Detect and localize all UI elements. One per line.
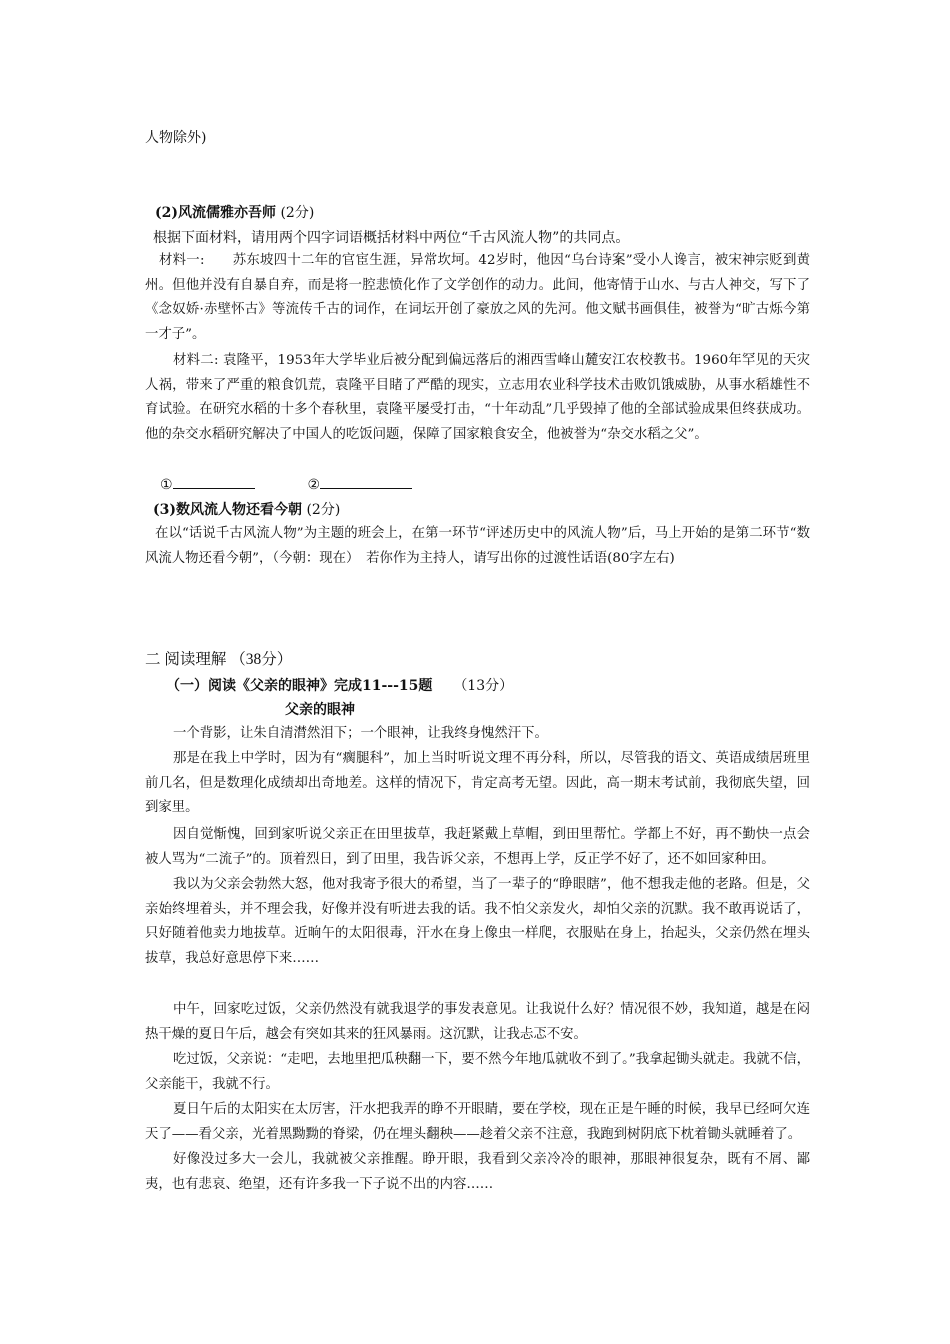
sub-heading: （一）阅读《父亲的眼神》完成11---15题 [166, 678, 433, 694]
article-paragraph: 我以为父亲会勃然大怒，他对我寄予很大的希望，当了一辈子的“睁眼瞎”，他不想我走他的老路。但是，父亲始终埋着头，并不理会我，好像并没有听进去我的话。我不怕父亲发火，却怕父亲的沉默。我不敢再说话了，只好随着他卖力地拔草。近晌午的太阳很毒，汗水在身上像虫一样爬，衣服贴在身上，抬起头，父亲仍然在埋头拔草，我总好意思停下来…… [145, 877, 810, 966]
q3-score: (2分) [306, 502, 341, 518]
blank1-label: ① [160, 477, 173, 493]
section2-sub [166, 674, 831, 698]
top-fragment: 人物除外) [145, 130, 207, 146]
q2-title: (2)风流儒雅亦吾师 [155, 205, 276, 221]
q2-instruction: 根据下面材料，请用两个四字词语概括材料中两位“千古风流人物”的共同点。 [153, 230, 630, 246]
material1-label: 材料一: [159, 253, 205, 268]
q2-material1 [145, 249, 810, 347]
article-paragraph: 一个背影，让朱自清潸然泪下；一个眼神，让我终身愧然汗下。 [173, 726, 548, 741]
article-paragraph: 夏日午后的太阳实在太厉害，汗水把我弄的睁不开眼睛，要在学校，现在正是午睡的时候，我早已经呵欠连天了——看父亲，光着黑黝黝的脊梁，仍在埋头翻秧——趁着父亲不注意，我跑到树阴底下枕着锄头就睡着了。 [145, 1102, 810, 1142]
article-paragraph: 吃过饭，父亲说：“走吧，去地里把瓜秧翻一下，要不然今年地瓜就收不到了。”我拿起锄头就走。我就不信，父亲能干，我就不行。 [145, 1052, 810, 1092]
q2-heading [155, 201, 820, 225]
answer-blank-1[interactable] [173, 474, 255, 489]
q2-answer-blanks [160, 473, 825, 497]
answer-blank-2[interactable] [320, 474, 412, 489]
q2-score: (2分) [280, 205, 315, 221]
q3-text: 在以“话说千古风流人物”为主题的班会上，在第一环节“评述历史中的风流人物”后，马上开始的是第二环节“数风流人物还看今朝”，（今朝：现在） 若你作为主持人，请写出你的过渡性话语(80字左右) [145, 526, 810, 566]
article-title: 父亲的眼神 [285, 702, 355, 718]
q3-heading [153, 498, 818, 522]
material1-text: 苏东坡四十二年的官宦生涯，异常坎坷。42岁时，他因“乌台诗案”受小人谗言，被宋神宗贬到黄州。但他并没有自暴自弃，而是将一腔悲愤化作了文学创作的动力。此间，他寄情于山水、与古人神交，写下了《念奴娇·赤壁怀古》等流传千古的词作，在词坛开创了豪放之风的先河。他文赋书画俱佳，被誉为“旷古烁今第一才子”。 [145, 253, 810, 342]
article-paragraph: 中午，回家吃过饭，父亲仍然没有就我退学的事发表意见。让我说什么好？情况很不妙，我知道，越是在闷热干燥的夏日午后，越会有突如其来的狂风暴雨。这沉默，让我忐忑不安。 [145, 1002, 810, 1042]
q3-title: (3)数风流人物还看今朝 [153, 502, 302, 518]
section2-heading: 二 阅读理解 （38分） [145, 651, 293, 668]
sub-score: （13分） [453, 678, 514, 694]
article-paragraph: 那是在我上中学时，因为有“瘸腿科”，加上当时听说文理不再分科，所以，尽管我的语文、英语成绩居班里前几名，但是数理化成绩却出奇地差。这样的情况下，肯定高考无望。因此，高一期末考试前，我彻底失望，回到家里。 [145, 751, 810, 815]
q2-material2: 材料二: 袁隆平，1953年大学毕业后被分配到偏远落后的湘西雪峰山麓安江农校教书。1960年罕见的天灾人祸，带来了严重的粮食饥荒，袁隆平目睹了严酷的现实，立志用农业科学技术击败饥饿威胁，从事水稻雄性不育试验。在研究水稻的十多个春秋里，袁隆平屡受打击，“十年动乱”几乎毁掉了他的全部试验成果但终获成功。他的杂交水稻研究解决了中国人的吃饭问题，保障了国家粮食安全，他被誉为“杂交水稻之父”。 [145, 353, 810, 442]
article-paragraph: 好像没过多大一会儿，我就被父亲推醒。睁开眼，我看到父亲冷冷的眼神，那眼神很复杂，既有不屑、鄙夷，也有悲哀、绝望，还有许多我一下子说不出的内容…… [145, 1152, 810, 1192]
blank2-label: ② [307, 477, 321, 493]
article-paragraph: 因自觉惭愧，回到家听说父亲正在田里拔草，我赶紧戴上草帽，到田里帮忙。学都上不好，再不勤快一点会被人骂为“二流子”的。顶着烈日，到了田里，我告诉父亲，不想再上学，反正学不好了，还不如回家种田。 [145, 827, 810, 867]
